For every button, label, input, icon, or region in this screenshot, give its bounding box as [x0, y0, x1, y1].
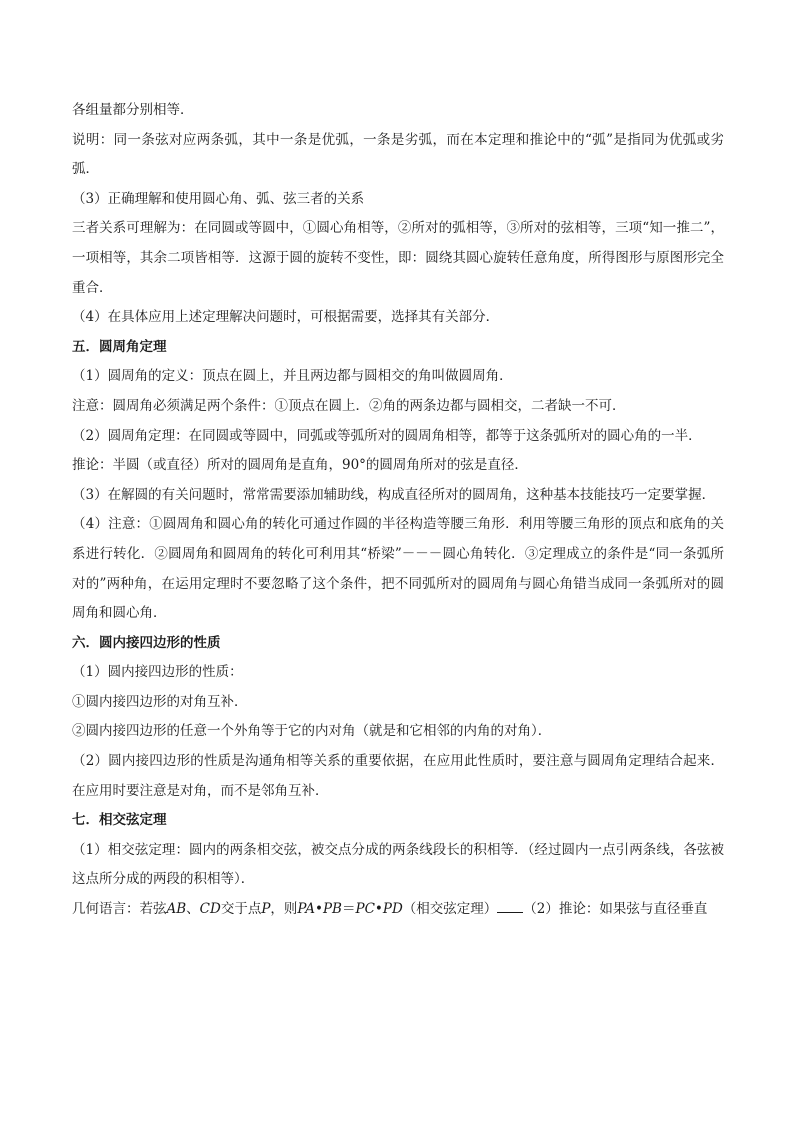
text-line: ①圆内接四边形的对角互补．	[72, 693, 248, 710]
document-page	[72, 96, 724, 925]
section-heading: 六．圆内接四边形的性质	[72, 634, 221, 651]
text-line: （4）在具体应用上述定理解决问题时，可根据需要，选择其有关部分．	[72, 309, 500, 326]
math-term: CD	[199, 901, 221, 918]
text-paragraph: （2）圆内接四边形的性质是沟通角相等关系的重要依据，在应用此性质时，要注意与圆周角定理结合起来．在应用时要注意是对角，而不是邻角互补．	[72, 753, 724, 799]
text-line: 注意：圆周角必须满足两个条件：①顶点在圆上．②角的两条边都与圆相交，二者缺一不可．	[72, 397, 626, 414]
text-span: （相交弦定理）	[402, 901, 498, 918]
math-term: P	[261, 901, 271, 918]
text-line: （3）正确理解和使用圆心角、弧、弦三者的关系	[72, 190, 365, 207]
geometry-statement-line	[72, 895, 724, 925]
text-paragraph: 三者关系可理解为：在同圆或等圆中，①圆心角相等，②所对的弧相等，③所对的弦相等，三项“知一推二”，一项相等，其余二项皆相等．这源于圆的旋转不变性，即：圆绕其圆心旋转任意角度，所得图形与原图形完全重合．	[72, 220, 724, 296]
text-span: ，则	[270, 901, 298, 918]
section-heading: 五．圆周角定理	[72, 338, 167, 355]
math-term: AB	[166, 901, 187, 918]
text-line: 各组量都分别相等．	[72, 102, 194, 118]
math-term: PC•PD	[355, 901, 403, 918]
text-paragraph: （2）圆周角定理：在同圆或等圆中，同弧或等弧所对的圆周角相等，都等于这条弧所对的圆心角的一半．	[72, 427, 702, 444]
text-span: 交于点	[220, 901, 262, 918]
text-paragraph: （4）注意：①圆周角和圆心角的转化可通过作圆的半径构造等腰三角形．利用等腰三角形的顶点和底角的关系进行转化．②圆周角和圆周角的转化可利用其“桥梁”－－－圆心角转化．③定理成立的条件是“同一条弧所对的”两种角，在运用定理时不要忽略了这个条件，把不同弧所对的圆周角与圆心角错当成同一条弧所对的圆周角和圆心角．	[72, 516, 724, 622]
math-term: PA•PB	[297, 901, 342, 918]
text-line: 推论：半圆（或直径）所对的圆周角是直角，90°的圆周角所对的弦是直径．	[72, 457, 528, 474]
text-line: ②圆内接四边形的任意一个外角等于它的内对角（就是和它相邻的内角的对角）．	[72, 723, 552, 740]
text-paragraph: （1）相交弦定理：圆内的两条相交弦，被交点分成的两条线段长的积相等．（经过圆内一点引两条线，各弦被这点所分成的两段的积相等）．	[72, 841, 724, 888]
section-heading: 七．相交弦定理	[72, 812, 167, 829]
text-line: （1）圆周角的定义：顶点在圆上，并且两边都与圆相交的角叫做圆周角．	[72, 368, 513, 385]
text-span: （2）推论：如果弦与直径垂直	[523, 901, 708, 918]
text-span: 、	[186, 901, 200, 918]
text-span: ＝	[341, 901, 356, 918]
text-paragraph: （3）在解圆的有关问题时，常常需要添加辅助线，构成直径所对的圆周角，这种基本技能技巧一定要掌握．	[72, 486, 716, 503]
text-span: 几何语言：若弦	[72, 901, 167, 918]
answer-blank	[497, 900, 523, 913]
text-line: （1）圆内接四边形的性质：	[72, 664, 243, 681]
text-paragraph: 说明：同一条弦对应两条弧，其中一条是优弧，一条是劣弧，而在本定理和推论中的“弧”是指同为优弧或劣弧．	[72, 131, 724, 178]
